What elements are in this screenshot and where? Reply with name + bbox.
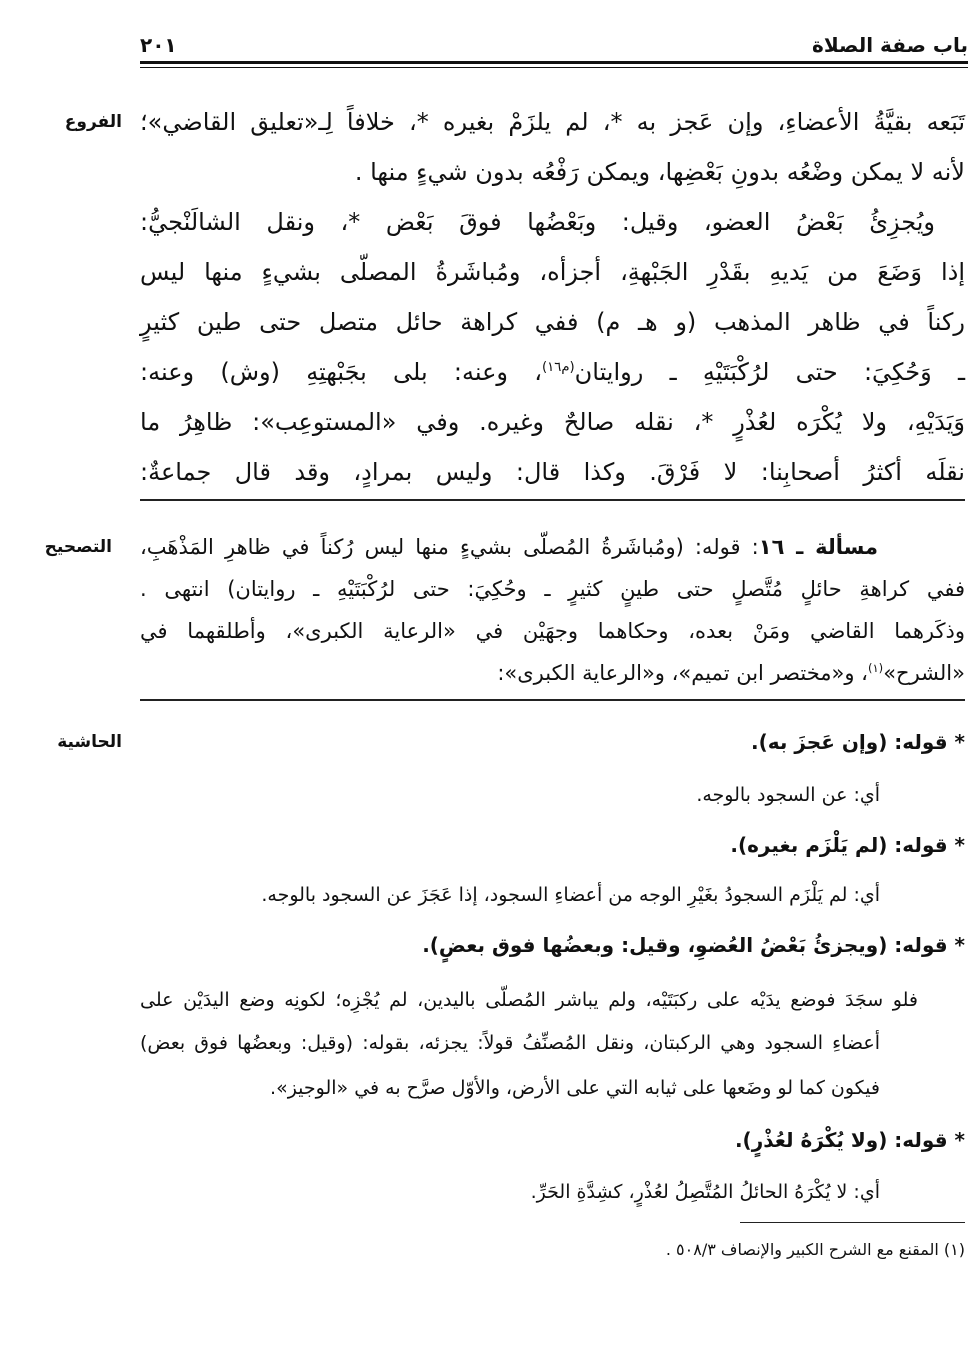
tashih-line: وذكَرهما القاضي ومَنْ بعده، وحكاهما وجهَيْن في «الرعاية الكبرى»، وأطلقهما في xyxy=(140,619,965,643)
tashih-line: ففي كراهةِ حائلٍ مُتَّصلٍ حتى طينٍ كثيرٍ ـ وحُكِيَ: حتى لرُكْبَتَيْهِ ـ روايتان) انتهى . xyxy=(140,577,965,601)
hashiya-comment-line: أي: لم يَلْزَم السجودُ بغَيْرِ الوجه من أعضاءِ السجود، إذا عَجَزَ عن السجود بالوجه. xyxy=(261,884,880,906)
tashih-section xyxy=(140,526,965,694)
section-divider xyxy=(140,499,965,501)
furu-line-text: ، وعنه: بلى بجَبْهتِهِ (وش) وعنه: xyxy=(140,358,542,386)
footnote-reference-marker: (١) xyxy=(867,661,884,675)
furu-line: ويُجزِئُ بَعْضُ العضو، وقيل: وبَعْضُها فوقَ بَعْض *، ونقل الشالَنْجيُّ: xyxy=(140,208,935,236)
furu-line: إذا وَضَعَ من يَديهِ بقَدْرِ الجَبْهةِ، أجزأه، ومُباشَرةُ المصلّى بشيءٍ منها ليس xyxy=(140,258,965,286)
margin-label-furu: الفروع xyxy=(64,112,122,132)
hashiya-comment-line: فلو سجَدَ فوضع يدَيْه على ركبَتَيْه، ولم يباشر المُصلّى باليدين، لم يُجْزِه؛ لكونِه وضع اليدَيْن على xyxy=(140,989,918,1011)
hashiya-heading: * قوله: (ولا يُكْرَهُ لعُذْرٍ). xyxy=(734,1128,965,1152)
issue-reference-marker: (م١٦) xyxy=(541,360,575,375)
hashiya-comment-line: أي: لا يُكْرَهُ الحائلُ المُتَّصِلُ لعُذْرٍ، كشِدَّةِ الحَرِّ. xyxy=(530,1181,880,1203)
furu-line: ركناً في ظاهر المذهب (و هـ م) ففي كراهة حائل متصل حتى طين كثيرٍ xyxy=(140,308,965,336)
tashih-line xyxy=(140,652,965,694)
tashih-line xyxy=(140,526,965,568)
chapter-title: باب صفة الصلاة xyxy=(812,33,968,57)
hashiya-comment-line: أي: عن السجود بالوجه. xyxy=(696,784,880,806)
furu-section xyxy=(140,97,965,497)
tashih-line-text: ، و«مختصر ابن تميم»، و«الرعاية الكبرى»: xyxy=(497,661,868,685)
furu-line: تَبَعه بقيَّةُ الأعضاءِ، وإن عَجز به *، لم يلزَمْ بغيره *، خلافاً لِـ«تعليق القاضي»؛ xyxy=(140,108,965,136)
hashiya-comment-line: فيكون كما لو وضَعها على ثيابه التي على الأرض، والأوّل صرَّح به في «الوجيز». xyxy=(270,1077,880,1099)
margin-label-hashiya: الحاشية xyxy=(57,732,122,752)
hashiya-heading: * قوله: (وإن عَجزَ به). xyxy=(751,730,965,754)
hashiya-heading: * قوله: (لم يَلْزَم بغيره). xyxy=(730,833,965,857)
furu-line: نقلَه أكثرُ أصحابِنا: لا فَرْقَ. وكذا قال: وليس بمرادٍ، وقد قال جماعةٌ: xyxy=(140,458,965,486)
header-rule-thin xyxy=(140,67,968,68)
furu-line-text: ـ وَحُكِيَ: حتى لرُكْبَتَيْهِ ـ روايتان xyxy=(574,358,966,386)
tashih-line-text: : قوله: (ومُباشَرةُ المُصلّى بشيءٍ منها ليس رُكناً في ظاهرِ المَذْهَبِ، xyxy=(140,535,759,559)
page-number: ٢٠١ xyxy=(140,33,177,57)
footnote-rule xyxy=(740,1222,965,1223)
hashiya-heading: * قوله: (ويجزئُ بَعْضُ العُضوِ، وقيل: وبعضُها فوق بعضٍ). xyxy=(422,933,965,957)
hashiya-comment-line: أعضاءِ السجود وهي الركبتان، ونقل المُصنِّفُ قولاً: يجزئه، بقوله: (وقيل: وبعضُها فوق بعض) xyxy=(140,1032,880,1054)
furu-line: وَيَدَيْهِ، ولا يُكْرَه لعُذْرٍ *، نقله صالحٌ وغيره. وفي «المستوعِب»: ظاهِرُ ما xyxy=(140,408,965,436)
margin-label-tashih: التصحيح xyxy=(44,537,112,557)
footnote xyxy=(666,1237,965,1263)
section-divider xyxy=(140,699,965,701)
header-rule xyxy=(140,61,968,64)
tashih-line-text: «الشرح» xyxy=(883,661,965,685)
furu-line: لأنه لا يمكن وضْعُه بدونِ بَعْضِها، ويمكن رَفْعُه بدون شيءٍ منها . xyxy=(354,158,965,186)
footnote-text: المقنع مع الشرح الكبير والإنصاف ٥٠٨/٣ . xyxy=(665,1240,939,1259)
issue-label: مسألة ـ ١٦ xyxy=(758,535,878,559)
furu-line xyxy=(140,347,965,397)
footnote-marker: (١) xyxy=(943,1240,965,1259)
